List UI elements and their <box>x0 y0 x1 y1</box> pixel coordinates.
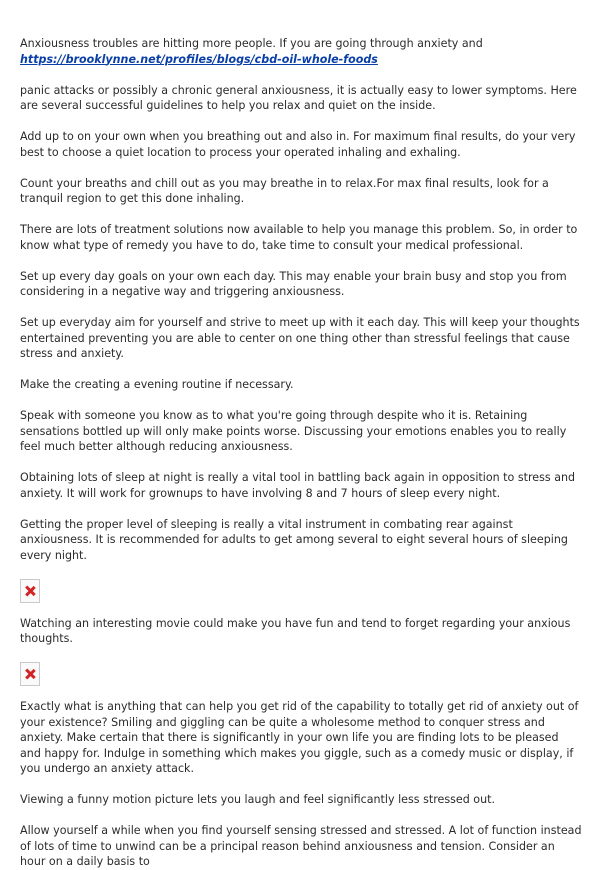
paragraph: Set up every day goals on your own each day. This may enable your brain busy and stop you from considering in a negative way and triggering anxiousness. <box>20 269 567 298</box>
paragraph: Exactly what is anything that can help you get rid of the capability to totally get rid of anxiety out of your existence? Smiling and giggling can be quite a wholesome method to conquer stress and anxiety. Make certain that there is significantly in your own life you are finding lots to be pleased and happy for. Indulge in something which makes you giggle, such as a comedy music or display, if you undergo an anxiety attack. <box>20 700 579 775</box>
broken-image-icon <box>20 579 40 603</box>
paragraph: Set up everyday aim for yourself and strive to meet up with it each day. This will keep your thoughts entertained preventing you are able to center on one thing other than stressful feelings that cause stress and anxiety. <box>20 316 580 360</box>
paragraph: Viewing a funny motion picture lets you laugh and feel significantly less stressed out. <box>20 793 495 806</box>
paragraph: Speak with someone you know as to what you're going through despite who it is. Retaining sensations bottled up will only make points worse. Discussing your emotions enables you to really feel much better although reducing anxiousness. <box>20 409 567 453</box>
paragraph: panic attacks or possibly a chronic general anxiousness, it is actually easy to lower symptoms. Here are several successful guidelines to help you relax and quiet on the inside. <box>20 83 577 112</box>
article-body <box>20 36 582 870</box>
paragraph: Add up to on your own when you breathing out and also in. For maximum final results, do your very best to choose a quiet location to process your operated inhaling and exhaling. <box>20 130 576 159</box>
intro-paragraph <box>20 36 582 67</box>
paragraph: Obtaining lots of sleep at night is really a vital tool in battling back again in opposition to stress and anxiety. It will work for grownups to have involving 8 and 7 hours of sleep every night. <box>20 471 576 500</box>
paragraph: There are lots of treatment solutions now available to help you manage this problem. So, in order to know what type of remedy you have to do, take time to consult your medical professional. <box>20 223 578 252</box>
article-link[interactable]: https://brooklynne.net/profiles/blogs/cbd-oil-whole-foods <box>20 52 378 66</box>
paragraph: Count your breaths and chill out as you may breathe in to relax.For max final results, look for a tranquil region to get this done inhaling. <box>20 176 549 205</box>
paragraph: Getting the proper level of sleeping is really a vital instrument in combating rear against anxiousness. It is recommended for adults to get among several to eight several hours of sleeping every night. <box>20 517 568 562</box>
paragraph: Allow yourself a while when you find yourself sensing stressed and stressed. A lot of function instead of lots of time to unwind can be a principal reason behind anxiousness and tension. Consider an hour on a daily basis to <box>20 824 582 868</box>
intro-text: Anxiousness troubles are hitting more people. If you are going through anxiety and <box>20 37 483 50</box>
broken-image-icon <box>20 662 40 686</box>
paragraph: Make the creating a evening routine if necessary. <box>20 378 294 391</box>
paragraph: Watching an interesting movie could make you have fun and tend to forget regarding your anxious thoughts. <box>20 616 571 645</box>
